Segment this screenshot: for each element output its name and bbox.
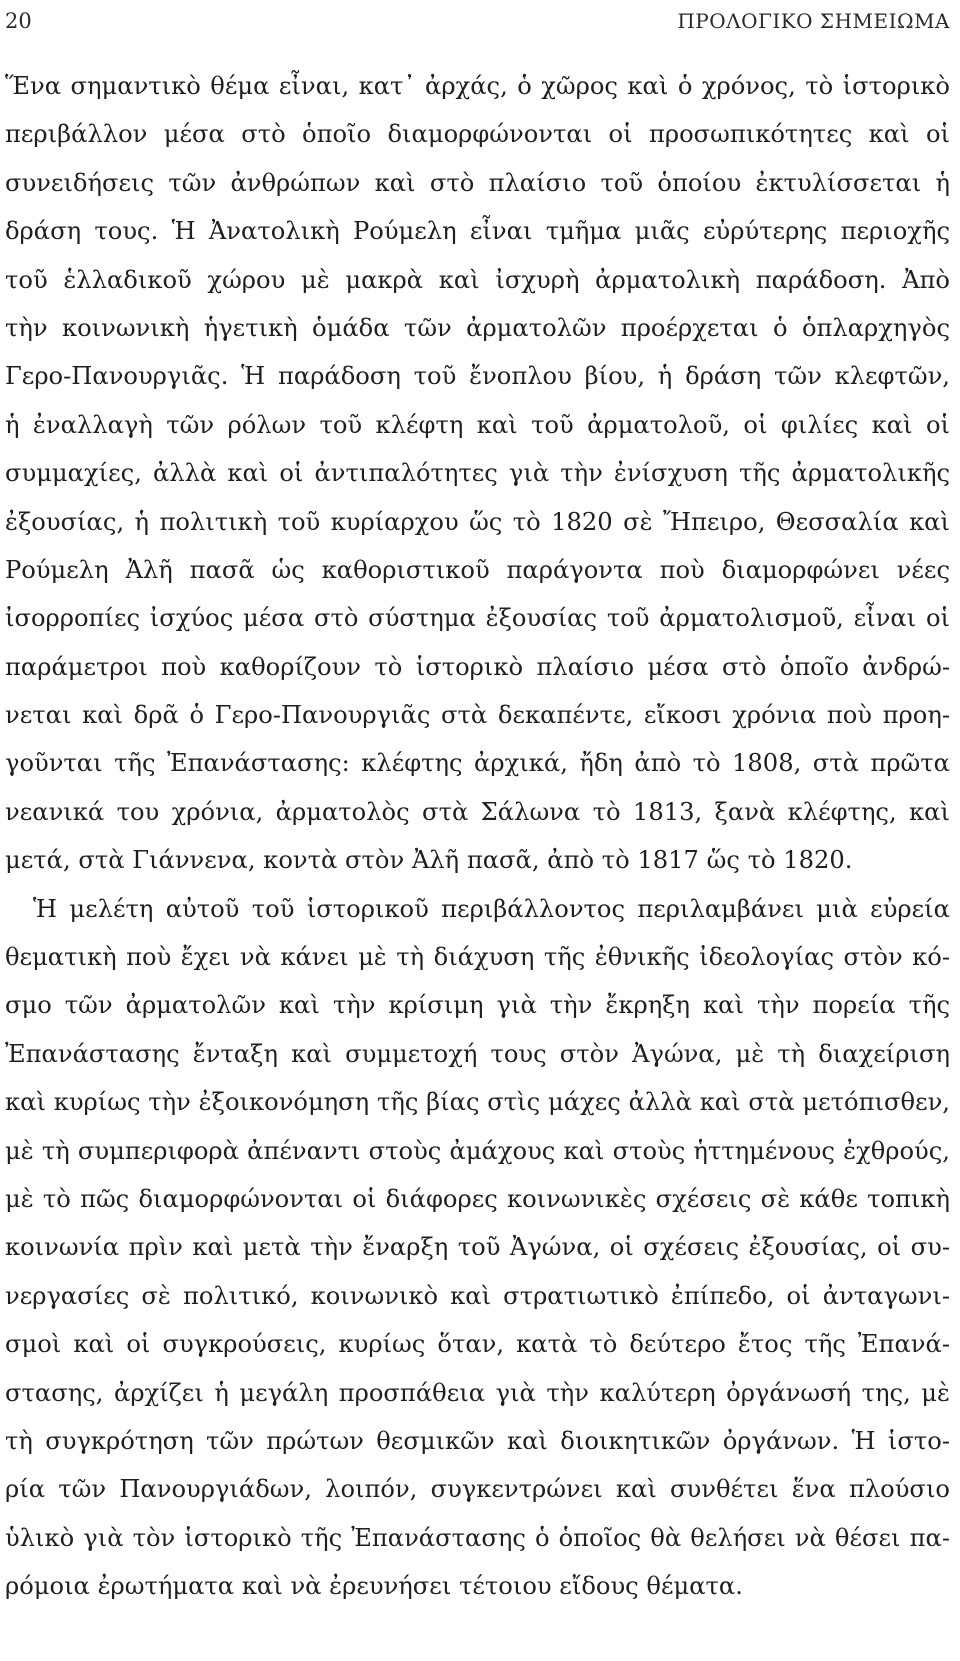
text-line: Ἡ μελέτη αὐτοῦ τοῦ ἱστορικοῦ περιβάλλοντος περιλαμβάνει μιὰ εὐρεία <box>33 894 950 923</box>
text-line: ἡ ἐναλλαγὴ τῶν ρόλων τοῦ κλέφτη καὶ τοῦ ἀρματολοῦ, οἱ φιλίες καὶ οἱ <box>5 410 950 439</box>
text-line: καὶ κυρίως τὴν ἐξοικονόμηση τῆς βίας στὶς μάχες ἀλλὰ καὶ στὰ μετόπισθεν, <box>5 1088 950 1117</box>
text-line: τὴ συγκρότηση τῶν πρώτων θεσμικῶν καὶ διοικητικῶν ὀργάνων. Ἡ ἱστο- <box>5 1426 950 1455</box>
text-line: μὲ τὴ συμπεριφορὰ ἀπέναντι στοὺς ἀμάχους καὶ στοὺς ἡττημένους ἐχθρούς, <box>5 1136 950 1165</box>
text-line: συνειδήσεις τῶν ἀνθρώπων καὶ στὸ πλαίσιο τοῦ ὁποίου ἐκτυλίσσεται ἡ <box>5 168 950 197</box>
text-line: μὲ τὸ πῶς διαμορφώνονται οἱ διάφορες κοινωνικὲς σχέσεις σὲ κάθε τοπικὴ <box>5 1184 950 1213</box>
body-text <box>5 62 950 1611</box>
text-line: παράμετροι ποὺ καθορίζουν τὸ ἱστορικὸ πλαίσιο μέσα στὸ ὁποῖο ἀνδρώ- <box>5 652 950 681</box>
text-line: Ἕνα σημαντικὸ θέμα εἶναι, κατ᾽ ἀρχάς, ὁ χῶρος καὶ ὁ χρόνος, τὸ ἱστορικὸ <box>5 72 950 100</box>
text-line: σμοὶ καὶ οἱ συγκρούσεις, κυρίως ὅταν, κατὰ τὸ δεύτερο ἔτος τῆς Ἐπανά- <box>5 1330 950 1359</box>
text-line: ἰσορροπίες ἰσχύος μέσα στὸ σύστημα ἐξουσίας τοῦ ἀρματολισμοῦ, εἶναι οἱ <box>5 604 950 633</box>
text-line: Ἐπανάστασης ἔνταξη καὶ συμμετοχή τους στὸν Ἀγώνα, μὲ τὴ διαχείριση <box>5 1039 950 1068</box>
text-line: δράση τους. Ἡ Ἀνατολικὴ Ρούμελη εἶναι τμῆμα μιᾶς εὐρύτερης περιοχῆς <box>5 217 950 246</box>
text-line: ὑλικὸ γιὰ τὸν ἱστορικὸ τῆς Ἐπανάστασης ὁ ὁποῖος θὰ θελήσει νὰ θέσει πα- <box>5 1523 950 1552</box>
text-line: στασης, ἀρχίζει ἡ μεγάλη προσπάθεια γιὰ τὴν καλύτερη ὀργάνωσή της, μὲ <box>5 1378 950 1407</box>
text-line: τοῦ ἑλλαδικοῦ χώρου μὲ μακρὰ καὶ ἰσχυρὴ ἀρματολικὴ παράδοση. Ἀπὸ <box>5 265 950 294</box>
text-line: νεργασίες σὲ πολιτικό, κοινωνικὸ καὶ στρατιωτικὸ ἐπίπεδο, οἱ ἀνταγωνι- <box>5 1281 950 1310</box>
text-line: κοινωνία πρὶν καὶ μετὰ τὴν ἔναρξη τοῦ Ἀγώνα, οἱ σχέσεις ἐξουσίας, οἱ συ- <box>5 1233 950 1262</box>
running-head: ΠΡΟΛΟΓΙΚΟ ΣΗΜΕΙΩΜΑ <box>677 9 950 33</box>
text-line: ἐξουσίας, ἡ πολιτικὴ τοῦ κυρίαρχου ὥς τὸ 1820 σὲ Ἤπειρο, Θεσσαλία καὶ <box>5 507 950 536</box>
text-line: ρία τῶν Πανουργιάδων, λοιπόν, συγκεντρώνει καὶ συνθέτει ἕνα πλούσιο <box>5 1475 950 1504</box>
text-line: ρόμοια ἐρωτήματα καὶ νὰ ἐρευνήσει τέτοιου εἴδους θέματα. <box>5 1572 743 1601</box>
text-line: νεανικά του χρόνια, ἀρματολὸς στὰ Σάλωνα τὸ 1813, ξανὰ κλέφτης, καὶ <box>5 797 950 826</box>
page-header <box>5 4 950 38</box>
text-line: συμμαχίες, ἀλλὰ καὶ οἱ ἀντιπαλότητες γιὰ τὴν ἐνίσχυση τῆς ἀρματολικῆς <box>5 459 950 488</box>
paragraph-1 <box>5 62 950 885</box>
text-line: Γερο-Πανουργιᾶς. Ἡ παράδοση τοῦ ἔνοπλου βίου, ἡ δράση τῶν κλεφτῶν, <box>5 362 950 391</box>
text-line: περιβάλλον μέσα στὸ ὁποῖο διαμορφώνονται οἱ προσωπικότητες καὶ οἱ <box>5 120 950 149</box>
page-number: 20 <box>5 9 32 33</box>
text-line: μετά, στὰ Γιάννενα, κοντὰ στὸν Ἀλῆ πασᾶ, ἀπὸ τὸ 1817 ὥς τὸ 1820. <box>5 846 853 875</box>
text-line: τὴν κοινωνικὴ ἡγετικὴ ὁμάδα τῶν ἀρματολῶν προέρχεται ὁ ὁπλαρχηγὸς <box>5 313 950 342</box>
text-line: θεματικὴ ποὺ ἔχει νὰ κάνει μὲ τὴ διάχυση τῆς ἐθνικῆς ἰδεολογίας στὸν κό- <box>5 943 950 972</box>
paragraph-2 <box>5 885 950 1611</box>
text-line: γοῦνται τῆς Ἐπανάστασης: κλέφτης ἀρχικά, ἤδη ἀπὸ τὸ 1808, στὰ πρῶτα <box>5 749 950 778</box>
text-line: σμο τῶν ἀρματολῶν καὶ τὴν κρίσιμη γιὰ τὴν ἔκρηξη καὶ τὴν πορεία τῆς <box>5 991 950 1020</box>
text-line: νεται καὶ δρᾶ ὁ Γερο-Πανουργιᾶς στὰ δεκαπέντε, εἴκοσι χρόνια ποὺ προη- <box>5 701 950 730</box>
text-line: Ρούμελη Ἀλῆ πασᾶ ὡς καθοριστικοῦ παράγοντα ποὺ διαμορφώνει νέες <box>5 555 950 584</box>
